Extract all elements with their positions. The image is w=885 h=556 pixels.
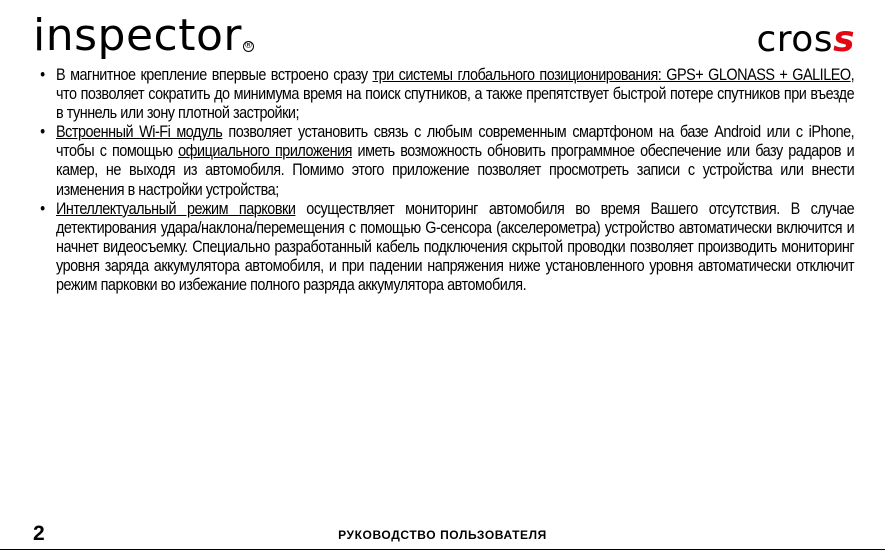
- underlined-phrase: Встроенный Wi-Fi модуль: [56, 123, 223, 142]
- cross-logo-text: cros: [756, 19, 834, 60]
- feature-bullet-gnss: [34, 66, 854, 123]
- page-header: [0, 0, 885, 66]
- cross-logo: [756, 18, 855, 62]
- footer-title: РУКОВОДСТВО ПОЛЬЗОВАТЕЛЯ: [338, 528, 547, 542]
- bullet-text: иметь возможность обновить программное обеспечение или базу радаров и камер, не выходя из автомобиля. Помимо этого приложение позволяет просмотреть записи с устройства или внести изменения в настройки устройства;: [56, 142, 855, 199]
- registered-mark: ®: [244, 41, 254, 51]
- bullet-text: осуществляет мониторинг автомобиля во время Вашего отсутствия. В случае детектирования удара/наклона/перемещения с помощью G-сенсора (акселерометра) устройство автоматически включится и начнет видеосъемку. Специально разработанный кабель подключения скрытой проводки позволяет производить мониторинг уровня заряда аккумулятора автомобиля, и при падении напряжения ниже установленного уровня автоматически отключит режим парковки во избежание полного разряда аккумулятора автомобиля.: [56, 199, 855, 295]
- bullet-text: , что позволяет сократить до минимума время на поиск спутников, а также препятствует быстрой потере спутников при въезде в туннель или зону плотной застройки;: [56, 66, 855, 123]
- page-number: 2: [33, 522, 45, 545]
- cross-logo-accent: s: [833, 19, 855, 60]
- bullet-marker: •: [40, 123, 45, 142]
- inspector-logo-text: inspector: [33, 10, 242, 61]
- bullet-text: В магнитное крепление впервые встроено сразу: [56, 66, 373, 84]
- bullet-marker: •: [40, 66, 45, 84]
- inspector-logo: [33, 8, 254, 64]
- feature-bullet-wifi: [34, 123, 854, 199]
- bullet-marker: •: [40, 199, 45, 218]
- page-content: [34, 66, 855, 295]
- feature-bullet-parking: [34, 200, 854, 295]
- page-footer: [0, 520, 885, 556]
- underlined-phrase: официального приложения: [178, 142, 352, 161]
- footer-divider: [0, 549, 885, 550]
- underlined-phrase: три системы глобального позиционирования: GPS+ GLONASS + GALILEO: [372, 66, 851, 84]
- bullet-text: позволяет установить связь с любым современным смартфоном на базе Android или с iPhone, чтобы с помощью: [56, 123, 855, 161]
- underlined-phrase: Интеллектуальный режим парковки: [56, 199, 296, 218]
